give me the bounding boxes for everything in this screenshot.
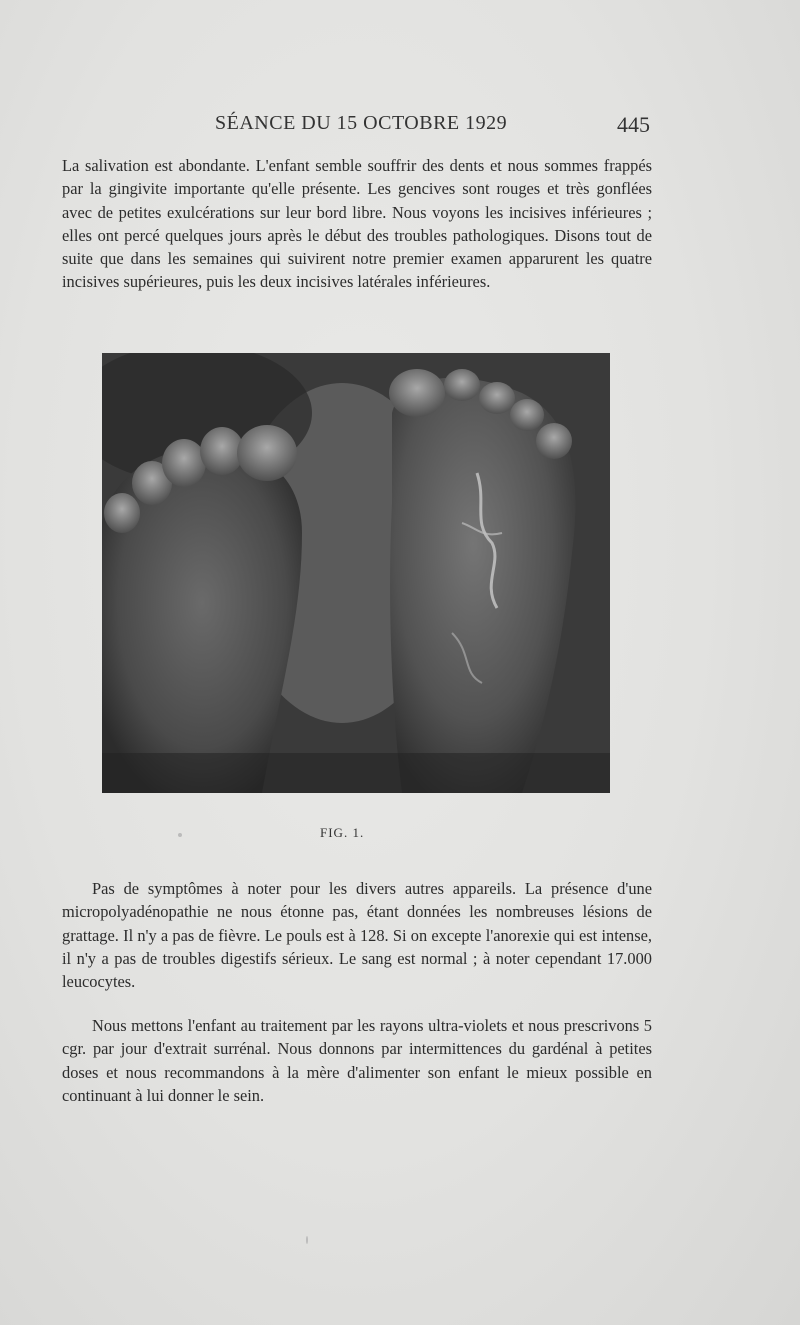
paper-speck (178, 833, 182, 837)
paragraph-symptoms: Pas de symptômes à noter pour les divers autres appareils. La présence d'une micropolyadénopathie ne nous étonne pas, étant données les nombreuses lésions de grattage. Il n'y a pas de fièvre. Le pouls est à 128. Si on excepte l'anorexie qui est intense, il n'y a pas de troubles digestifs sérieux. Le sang est normal ; à noter cependant 17.000 leucocytes. (62, 879, 652, 992)
figure-photograph-feet (102, 353, 610, 793)
running-title: SÉANCE DU 15 OCTOBRE 1929 (215, 112, 508, 134)
page-number: 445 (617, 112, 650, 137)
feet-photo-illustration (102, 353, 610, 793)
page-header (60, 112, 650, 142)
figure-caption: FIG. 1. (320, 825, 365, 840)
paragraph-treatment: Nous mettons l'enfant au traitement par les rayons ultra-violets et nous prescrivons 5 cgr. par jour d'extrait surrénal. Nous donnons par intermittences du gardénal à petites doses et nous recommandons à la mère d'alimenter son enfant le mieux possible en continuant à lui donner le sein. (62, 1016, 652, 1105)
paragraph-salivation: La salivation est abondante. L'enfant semble souffrir des dents et nous sommes frappés par la gingivite importante qu'elle présente. Les gencives sont rouges et très gonflées avec de petites exulcérations sur leur bord libre. Nous voyons les incisives inférieures ; elles ont percé quelques jours après le début des troubles pathologiques. Disons tout de suite que dans les semaines qui suivirent notre premier examen apparurent les quatre incisives supérieures, puis les deux incisives latérales inférieures. (62, 156, 652, 292)
paper-speck (306, 1236, 308, 1244)
